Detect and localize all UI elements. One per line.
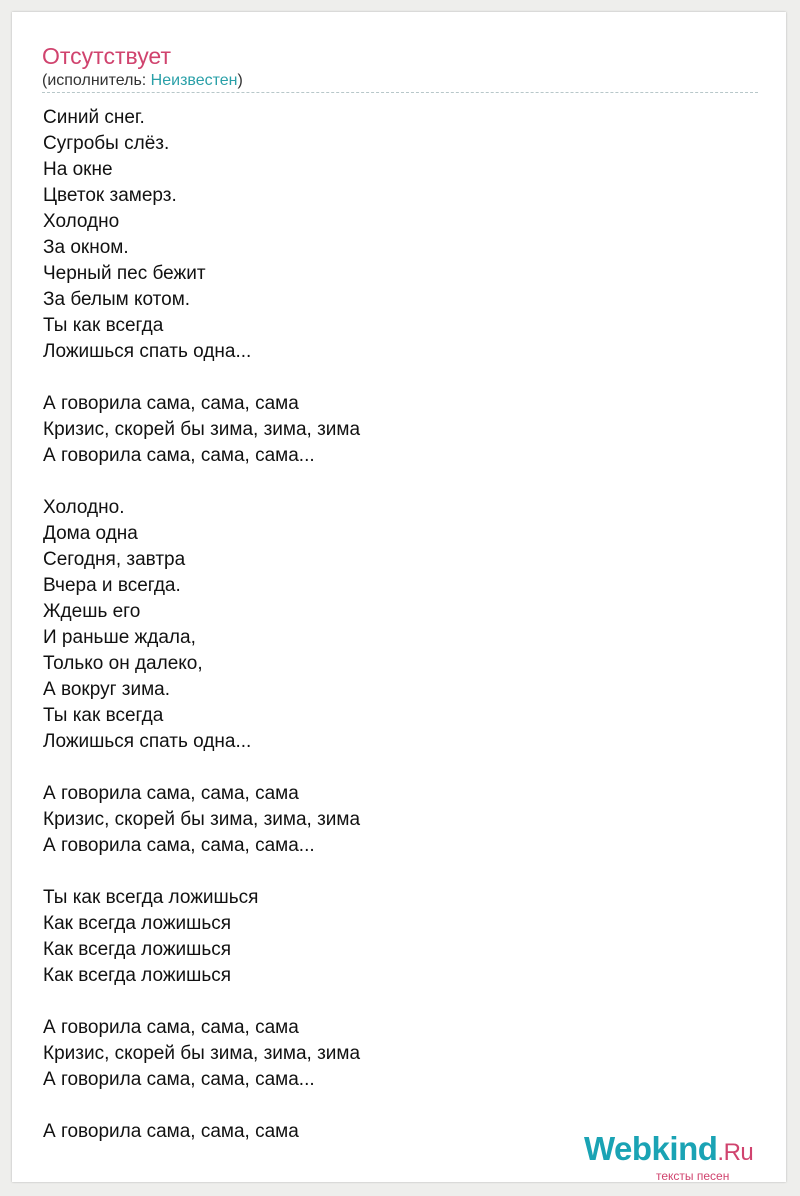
stanza-break — [43, 989, 743, 1015]
lyric-line: Цветок замерз. — [43, 185, 177, 206]
lyric-line: Кризис, скорей бы зима, зима, зима — [43, 809, 361, 830]
lyric-line: А говорила сама, сама, сама — [43, 1121, 299, 1142]
lyric-line: За окном. — [43, 237, 129, 258]
lyric-line: Ложишься спать одна... — [43, 731, 252, 752]
song-title: Отсутствует — [42, 43, 171, 69]
lyric-line: Только он далеко, — [43, 653, 203, 674]
lyric-line: А говорила сама, сама, сама... — [43, 445, 315, 466]
lyric-line: Вчера и всегда. — [43, 575, 181, 596]
logo-brand: Webkind — [584, 1130, 718, 1167]
lyric-line: Ты как всегда ложишься — [43, 887, 259, 908]
lyric-line: Ждешь его — [43, 601, 141, 622]
lyric-line: А говорила сама, сама, сама... — [43, 835, 315, 856]
song-header — [42, 42, 758, 91]
lyric-line: А говорила сама, сама, сама — [43, 1017, 299, 1038]
lyric-line: Ты как всегда — [43, 705, 164, 726]
lyrics-text — [43, 105, 743, 1145]
lyric-line: Черный пес бежит — [43, 263, 206, 284]
artist-prefix: (исполнитель: — [42, 72, 151, 89]
stanza-break — [43, 1093, 743, 1119]
lyric-line: Сегодня, завтра — [43, 549, 186, 570]
lyric-line: А говорила сама, сама, сама — [43, 783, 299, 804]
lyric-line: Как всегда ложишься — [43, 913, 232, 934]
webkind-logo — [584, 1130, 784, 1182]
header-divider — [42, 92, 758, 93]
stanza-break — [43, 469, 743, 495]
lyric-line: Как всегда ложишься — [43, 939, 232, 960]
logo-tagline: тексты песен — [656, 1169, 730, 1183]
stanza-break — [43, 365, 743, 391]
stanza-break — [43, 755, 743, 781]
logo-wordmark — [584, 1130, 753, 1172]
lyric-line: И раньше ждала, — [43, 627, 196, 648]
artist-name-link[interactable]: Неизвестен — [150, 72, 238, 89]
logo-tld: .Ru — [717, 1139, 754, 1166]
lyric-line: Кризис, скорей бы зима, зима, зима — [43, 419, 361, 440]
artist-suffix: ) — [237, 72, 243, 89]
lyric-line: За белым котом. — [43, 289, 191, 310]
lyric-line: Кризис, скорей бы зима, зима, зима — [43, 1043, 361, 1064]
lyric-line: Дома одна — [43, 523, 138, 544]
lyric-line: Холодно — [43, 211, 120, 232]
lyric-line: Холодно. — [43, 497, 125, 518]
stanza-break — [43, 859, 743, 885]
lyric-line: Ты как всегда — [43, 315, 164, 336]
lyric-line: На окне — [43, 159, 113, 180]
lyric-line: А говорила сама, сама, сама... — [43, 1069, 315, 1090]
lyric-line: Сугробы слёз. — [43, 133, 170, 154]
lyric-line: Ложишься спать одна... — [43, 341, 252, 362]
lyric-line: А вокруг зима. — [43, 679, 171, 700]
artist-line — [42, 71, 758, 91]
lyric-line: А говорила сама, сама, сама — [43, 393, 299, 414]
lyric-line: Синий снег. — [43, 107, 145, 128]
lyric-line: Как всегда ложишься — [43, 965, 232, 986]
lyrics-page — [12, 12, 786, 1182]
